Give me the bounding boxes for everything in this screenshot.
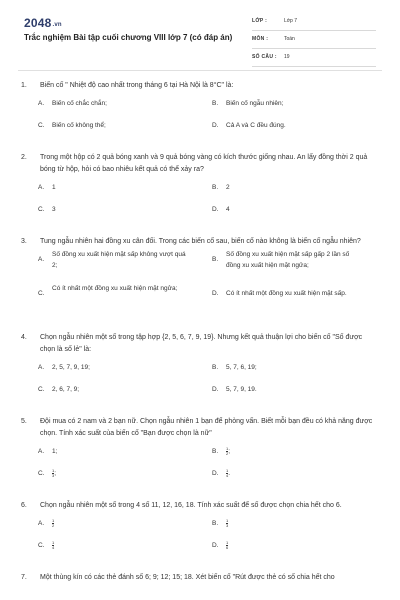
question-text: Biến cố " Nhiệt độ cao nhất trong tháng 6 tại Hà Nội là 8°C" là:: [40, 82, 234, 89]
option-text: 2, 5, 7, 9, 19;: [52, 364, 90, 371]
fraction: [52, 541, 54, 550]
option-letter: C.: [38, 386, 45, 393]
option-letter: C.: [38, 470, 45, 477]
option-letter: D.: [212, 206, 219, 213]
options-row: [0, 204, 400, 226]
question-text: Một thùng kín có các thẻ đánh số 6; 9; 12; 15; 18. Xét biến cố "Rút được thẻ có số chia hết cho: [40, 574, 335, 581]
option-text: 3: [52, 206, 56, 213]
answer-options: [0, 446, 400, 490]
answer-options: [0, 251, 400, 322]
page-title: Trắc nghiệm Bài tập cuối chương VIII lớp 7 (có đáp án): [24, 33, 233, 42]
fraction-numerator: 1: [52, 539, 55, 545]
option-letter: B.: [212, 448, 219, 455]
meta-row-subject: [252, 34, 376, 49]
option-text: 5, 7, 6, 19;: [226, 364, 257, 371]
option-letter: B.: [212, 520, 219, 527]
fraction-denominator: 4: [226, 472, 229, 478]
options-row: [0, 362, 400, 384]
option-letter: D.: [212, 122, 219, 129]
options-row: [0, 518, 400, 540]
option-text: 5, 7, 9, 19.: [226, 386, 257, 393]
option-text: 2, 6, 7, 9;: [52, 386, 80, 393]
options-row: [0, 468, 400, 490]
question-text: Đội mua có 2 nam và 2 bạn nữ. Chọn ngẫu nhiên 1 bạn để phỏng vấn. Biết mỗi bạn đều có khả năng được chọn. Tính xác suất của biến cố "Bạn được chọn là nữ": [40, 418, 373, 437]
fraction: [226, 519, 228, 528]
question-text: Trong một hộp có 2 quả bóng xanh và 9 quả bóng vàng có kích thước giống nhau. An lấy đồng thời 2 quả bóng từ hộp, hỏi có bao nhiêu kết quả có thể xảy ra?: [40, 154, 368, 173]
option-text: Có ít nhất một đồng xu xuất hiện mặt sấp.: [226, 290, 347, 297]
question-stem: [0, 416, 400, 440]
option-letter: A.: [38, 184, 45, 191]
meta-value: 19: [284, 54, 290, 60]
brand-name: 2048: [24, 16, 52, 30]
header: [0, 0, 400, 64]
answer-options: [0, 182, 400, 226]
question-stem: [0, 80, 400, 92]
answer-options: [0, 98, 400, 142]
option-text: [52, 540, 188, 551]
fraction-denominator: 3: [52, 472, 55, 478]
meta-row-count: [252, 52, 376, 67]
question-4: [0, 332, 400, 406]
question-stem: [0, 332, 400, 356]
fraction-numerator: 1: [226, 539, 229, 545]
question-6: [0, 500, 400, 562]
option-text: Số đồng xu xuất hiện mặt sấp không vượt quá 2;: [52, 251, 186, 269]
option-letter: C.: [38, 290, 45, 297]
option-text: [52, 518, 188, 529]
question-number: 7.: [21, 574, 27, 581]
option-text: [226, 540, 362, 551]
option-tail: .: [228, 470, 231, 477]
meta-key: SỐ CÂU :: [252, 54, 277, 60]
question-number: 3.: [21, 238, 27, 245]
option-text: 1: [52, 184, 56, 191]
option-tail: ;: [54, 470, 57, 477]
fraction-numerator: 1: [226, 445, 229, 451]
question-stem: [0, 500, 400, 512]
option-text: Cả A và C đều đúng.: [226, 122, 286, 129]
site-logo[interactable]: [24, 16, 62, 30]
option-letter: D.: [212, 386, 219, 393]
option-text: 1;: [52, 448, 58, 455]
fraction-numerator: 1: [226, 517, 229, 523]
fraction-numerator: 1: [52, 467, 55, 473]
question-stem: [0, 152, 400, 176]
option-letter: A.: [38, 520, 45, 527]
option-letter: B.: [212, 364, 219, 371]
question-list: [0, 80, 400, 594]
question-3: [0, 236, 400, 322]
option-letter: A.: [38, 100, 45, 107]
option-text: 4: [226, 206, 230, 213]
option-letter: A.: [38, 364, 45, 371]
options-row: [0, 98, 400, 120]
option-text: 2: [226, 184, 230, 191]
option-text: [226, 468, 362, 479]
question-number: 1.: [21, 82, 27, 89]
fraction-denominator: 2: [226, 450, 229, 456]
question-stem: [0, 572, 400, 584]
option-text: Biến cố chắc chắn;: [52, 100, 107, 107]
option-letter: A.: [38, 256, 45, 263]
options-row: [0, 285, 400, 322]
option-letter: B.: [212, 100, 219, 107]
options-row: [0, 384, 400, 406]
fraction-denominator: 3: [226, 522, 229, 528]
meta-row-class: [252, 16, 376, 31]
question-number: 6.: [21, 502, 27, 509]
fraction: [226, 541, 228, 550]
fraction-numerator: 1: [226, 467, 229, 473]
options-row: [0, 446, 400, 468]
question-text: Chọn ngẫu nhiên một số trong 4 số 11, 12, 16, 18. Tính xác suất để số được chọn chia hết cho 6.: [40, 502, 342, 509]
option-letter: C.: [38, 122, 45, 129]
option-letter: D.: [212, 470, 219, 477]
option-letter: B.: [212, 184, 219, 191]
question-number: 5.: [21, 418, 27, 425]
option-letter: D.: [212, 290, 219, 297]
question-1: [0, 80, 400, 142]
option-text: Biến cố không thể;: [52, 122, 106, 129]
header-divider: [18, 70, 382, 71]
question-stem: [0, 236, 400, 248]
option-text: [52, 468, 188, 479]
question-5: [0, 416, 400, 490]
meta-panel: [252, 16, 376, 70]
fraction: [52, 519, 54, 528]
question-2: [0, 152, 400, 226]
meta-value: Lớp 7: [284, 18, 298, 24]
brand-suffix: .vn: [52, 22, 62, 28]
options-row: [0, 182, 400, 204]
fraction-denominator: 2: [52, 522, 55, 528]
option-text: Có ít nhất một đồng xu xuất hiện mặt ngửa;: [52, 285, 178, 292]
question-text: Tung ngẫu nhiên hai đồng xu cân đối. Trong các biến cố sau, biến cố nào không là biến cố ngẫu nhiên?: [40, 238, 361, 245]
options-row: [0, 540, 400, 562]
fraction-denominator: 6: [226, 544, 229, 550]
options-row: [0, 120, 400, 142]
question-number: 2.: [21, 154, 27, 161]
fraction-denominator: 4: [52, 544, 55, 550]
answer-options: [0, 362, 400, 406]
question-text: Chọn ngẫu nhiên một số trong tập hợp {2, 5, 6, 7, 9, 19}. Nhưng kết quả thuận lợi cho biến cố "Số được chọn là số lẻ" là:: [40, 334, 363, 353]
answer-options: [0, 518, 400, 562]
option-text: [226, 446, 362, 457]
option-tail: ;: [228, 448, 231, 455]
option-text: Biến cố ngẫu nhiên;: [226, 100, 284, 107]
meta-value: Toán: [284, 36, 295, 42]
meta-key: LỚP :: [252, 18, 268, 24]
option-letter: C.: [38, 542, 45, 549]
fraction-numerator: 1: [52, 517, 55, 523]
question-number: 4.: [21, 334, 27, 341]
option-letter: B.: [212, 256, 219, 263]
option-text: [226, 518, 362, 529]
option-text: Số đồng xu xuất hiện mặt sấp gấp 2 lần số đồng xu xuất hiện mặt ngửa;: [226, 251, 350, 269]
question-7: [0, 572, 400, 584]
option-letter: D.: [212, 542, 219, 549]
meta-key: MÔN :: [252, 36, 269, 42]
option-letter: C.: [38, 206, 45, 213]
option-letter: A.: [38, 448, 45, 455]
